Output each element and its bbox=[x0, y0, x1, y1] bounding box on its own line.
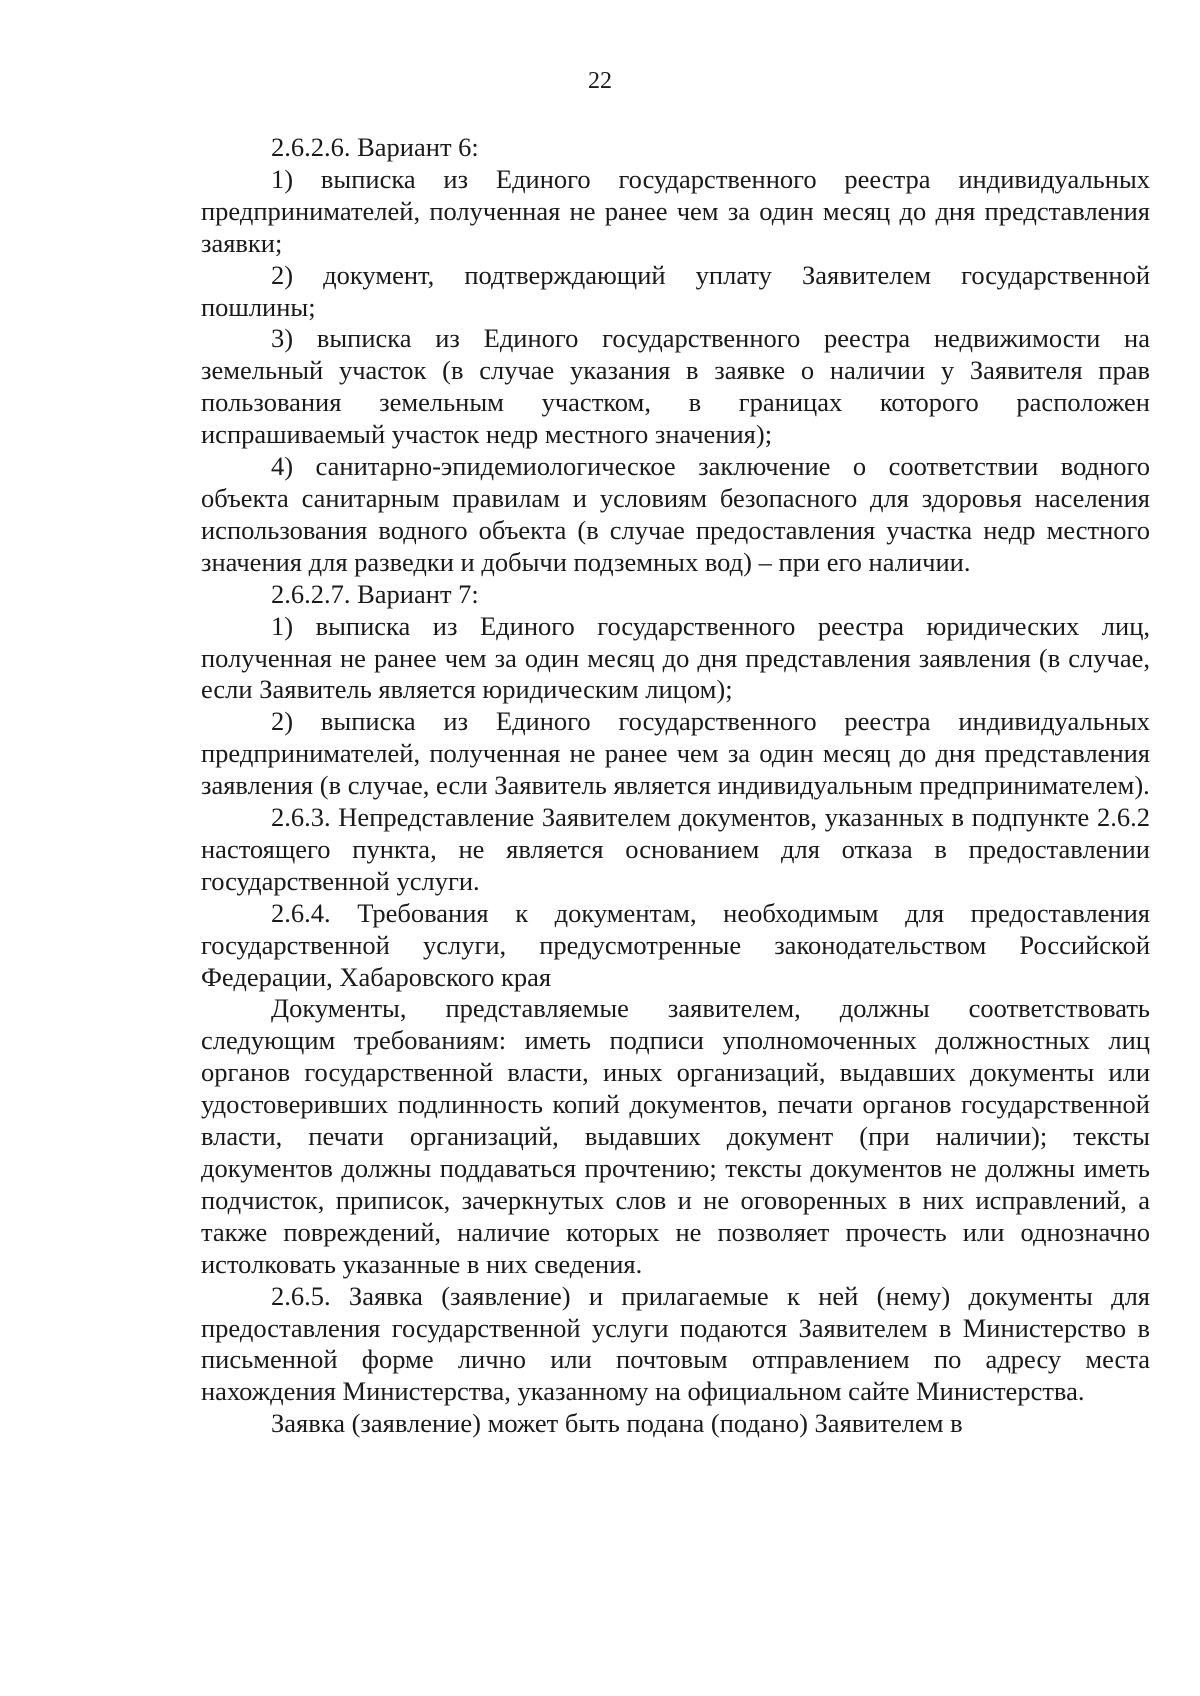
paragraph-variant-6-item-4: 4) санитарно-эпидемиологическое заключение о соответствии водного объекта санитарным правилам и условиям безопасного для здоровья населения использования водного объекта (в случае предоставления участка недр местного значения для разведки и добычи подземных вод) – при его наличии. bbox=[201, 451, 1150, 577]
paragraph-application-submission: Заявка (заявление) может быть подана (подано) Заявителем в bbox=[271, 1408, 963, 1439]
page-number: 22 bbox=[588, 68, 612, 94]
paragraph-variant-7-item-2: 2) выписка из Единого государственного реестра индивидуальных предпринимателей, полученная не ранее чем за один месяц до дня представления заявления (в случае, если Заявитель является индивидуальным предпринимателем). bbox=[201, 706, 1150, 801]
paragraph-variant-7-heading: 2.6.2.7. Вариант 7: bbox=[271, 578, 479, 609]
paragraph-variant-6-item-3: 3) выписка из Единого государственного реестра недвижимости на земельный участок (в случае указания в заявке о наличии у Заявителя прав пользования земельным участком, в границах которого расположен испрашиваемый участок недр местного значения); bbox=[201, 323, 1150, 450]
paragraph-variant-7-item-1: 1) выписка из Единого государственного реестра юридических лиц, полученная не ранее чем за один месяц до дня представления заявления (в случае, если Заявитель является юридическим лицом); bbox=[201, 610, 1150, 705]
paragraph-variant-6-item-2: 2) документ, подтверждающий уплату Заявителем государственной пошлины; bbox=[201, 259, 1150, 322]
paragraph-variant-6-item-1: 1) выписка из Единого государственного реестра индивидуальных предпринимателей, полученная не ранее чем за один месяц до дня представления заявки; bbox=[201, 163, 1150, 258]
paragraph-2-6-5: 2.6.5. Заявка (заявление) и прилагаемые к ней (нему) документы для предоставления государственной услуги подаются Заявителем в Министерство в письменной форме лично или почтовым отправлением по адресу места нахождения Министерства, указанному на официальном сайте Министерства. bbox=[201, 1280, 1150, 1407]
paragraph-document-requirements: Документы, представляемые заявителем, должны соответствовать следующим требованиям: иметь подписи уполномоченных должностных лиц органов государственной власти, иных организаций, выдавших документы или удостоверивших подлинность копий документов, печати органов государственной власти, печати организаций, выдавших документ (при наличии); тексты документов должны поддаваться прочтению; тексты документов не должны иметь подчисток, приписок, зачеркнутых слов и не оговоренных в них исправлений, а также повреждений, наличие которых не позволяет прочесть или однозначно истолковать указанные в них сведения. bbox=[201, 993, 1150, 1279]
paragraph-2-6-3: 2.6.3. Непредставление Заявителем документов, указанных в подпункте 2.6.2 настоящего пункта, не является основанием для отказа в предоставлении государственной услуги. bbox=[201, 802, 1150, 896]
paragraph-2-6-4: 2.6.4. Требования к документам, необходимым для предоставления государственной услуги, предусмотренные законодательством Российской Федерации, Хабаровского края bbox=[201, 897, 1150, 992]
paragraph-variant-6-heading: 2.6.2.6. Вариант 6: bbox=[271, 132, 479, 162]
document-body bbox=[201, 132, 1150, 1440]
